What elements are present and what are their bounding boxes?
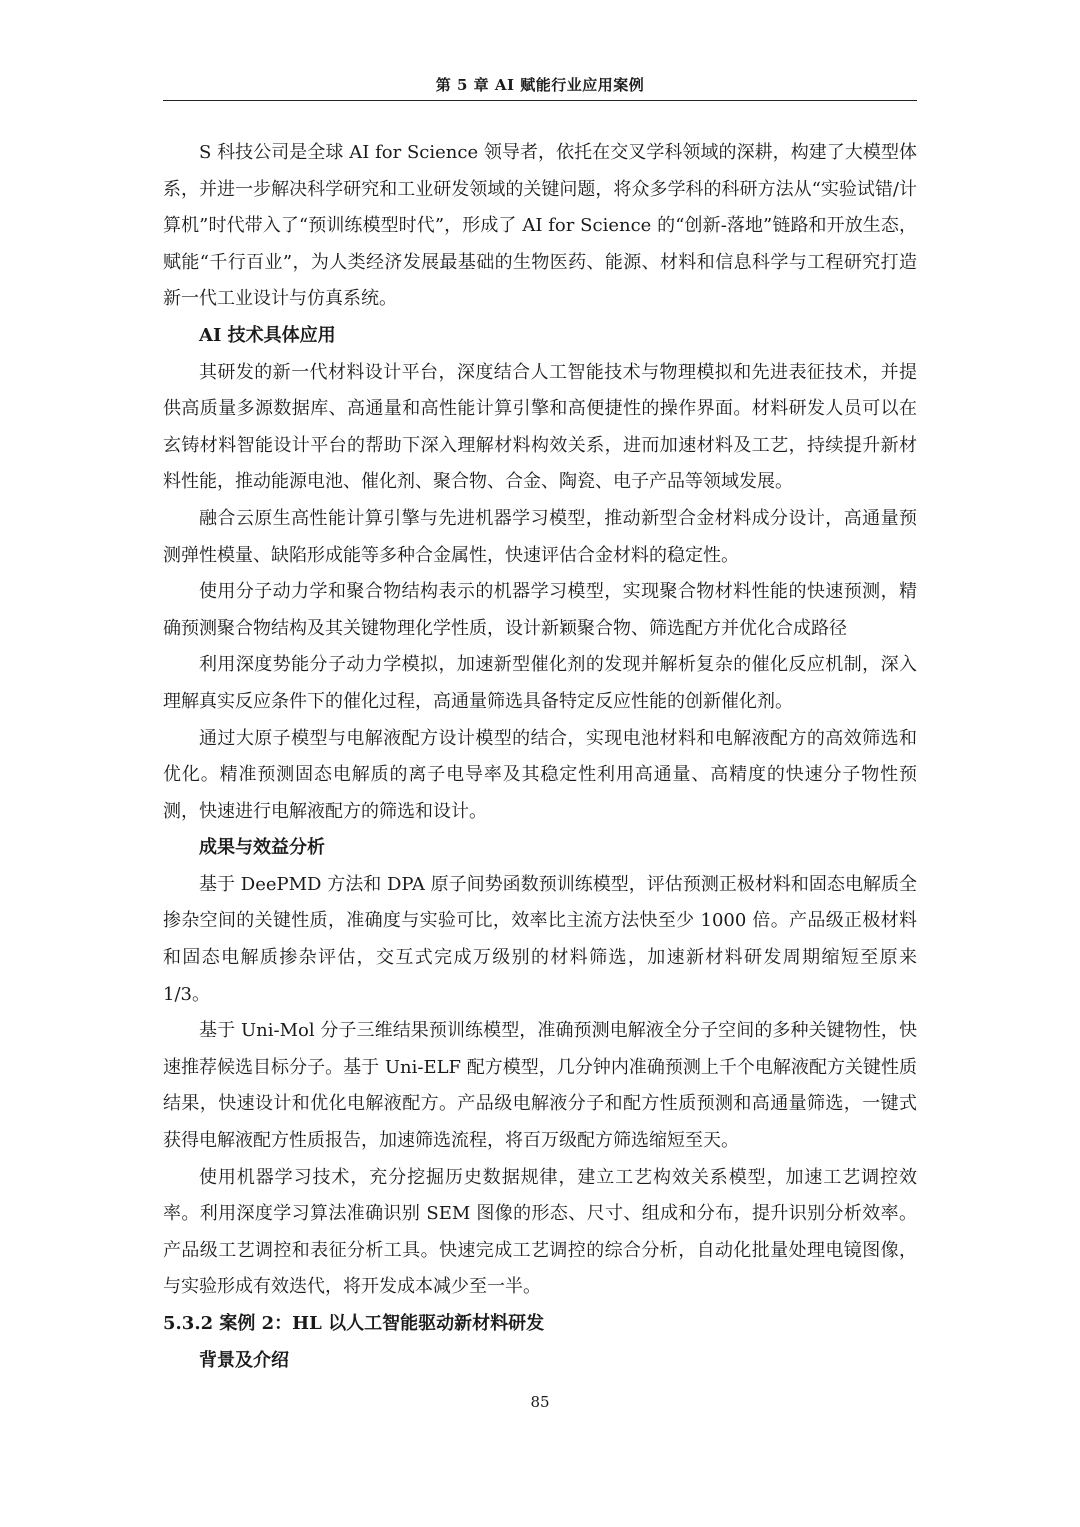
paragraph-polymer: 使用分子动力学和聚合物结构表示的机器学习模型，实现聚合物材料性能的快速预测，精确预测聚合物结构及其关键物理化学性质，设计新颖聚合物、筛选配方并优化合成路径	[163, 581, 917, 639]
intro-paragraph: S 科技公司是全球 AI for Science 领导者，依托在交叉学科领域的深耕，构建了大模型体系，并进一步解决科学研究和工业研发领域的关键问题，将众多学科的科研方法从“实验试错/计算机”时代带入了“预训练模型时代”，形成了 AI for Science 的“创新-落地”链路和开放生态，赋能“千行百业”，为人类经济发展最基础的生物医药、能源、材料和信息科学与工程研究打造新一代工业设计与仿真系统。	[163, 142, 917, 310]
paragraph-deepmd: 基于 DeePMD 方法和 DPA 原子间势函数预训练模型，评估预测正极材料和固态电解质全掺杂空间的关键性质，准确度与实验可比，效率比主流方法快至少 1000 倍。产品级正极材料和固态电解质掺杂评估，交互式完成万级别的材料筛选，加速新材料研发周期缩短至原来 1/3。	[163, 873, 917, 1005]
paragraph-platform: 其研发的新一代材料设计平台，深度结合人工智能技术与物理模拟和先进表征技术，并提供高质量多源数据库、高通量和高性能计算引擎和高便捷性的操作界面。材料研发人员可以在玄铸材料智能设计平台的帮助下深入理解材料构效关系，进而加速材料及工艺，持续提升新材料性能，推动能源电池、催化剂、聚合物、合金、陶瓷、电子产品等领域发展。	[163, 361, 917, 493]
page-number: 85	[530, 1393, 550, 1411]
subheading-ai-applications: AI 技术具体应用	[199, 324, 336, 346]
paragraph-battery: 通过大原子模型与电解液配方设计模型的结合，实现电池材料和电解液配方的高效筛选和优化。精准预测固态电解质的离子电导率及其稳定性利用高通量、高精度的快速分子物性预测，快速进行电解液配方的筛选和设计。	[163, 727, 917, 822]
paragraph-unimol: 基于 Uni-Mol 分子三维结果预训练模型，准确预测电解液全分子空间的多种关键物性，快速推荐候选目标分子。基于 Uni-ELF 配方模型，几分钟内准确预测上千个电解液配方关键性质结果，快速设计和优化电解液配方。产品级电解液分子和配方性质预测和高通量筛选，一键式获得电解液配方性质报告，加速筛选流程，将百万级配方筛选缩短至天。	[163, 1020, 917, 1152]
section-heading: 5.3.2 案例 2：HL 以人工智能驱动新材料研发	[163, 1313, 545, 1334]
paragraph-alloy: 融合云原生高性能计算引擎与先进机器学习模型，推动新型合金材料成分设计，高通量预测弹性模量、缺陷形成能等多种合金属性，快速评估合金材料的稳定性。	[163, 507, 917, 566]
paragraph-process: 使用机器学习技术，充分挖掘历史数据规律，建立工艺构效关系模型，加速工艺调控效率。利用深度学习算法准确识别 SEM 图像的形态、尺寸、组成和分布，提升识别分析效率。产品级工艺调控和表征分析工具。快速完成工艺调控的综合分析，自动化批量处理电镜图像，与实验形成有效迭代，将开发成本减少至一半。	[163, 1166, 917, 1298]
page-content	[163, 135, 917, 1379]
paragraph-catalyst: 利用深度势能分子动力学模拟，加速新型催化剂的发现并解析复杂的催化反应机制，深入理解真实反应条件下的催化过程，高通量筛选具备特定反应性能的创新催化剂。	[163, 654, 917, 712]
chapter-header: 第 5 章 AI 赋能行业应用案例	[435, 76, 645, 94]
subheading-results: 成果与效益分析	[199, 837, 325, 859]
header-divider	[163, 100, 917, 101]
subheading-background: 背景及介绍	[199, 1349, 289, 1371]
